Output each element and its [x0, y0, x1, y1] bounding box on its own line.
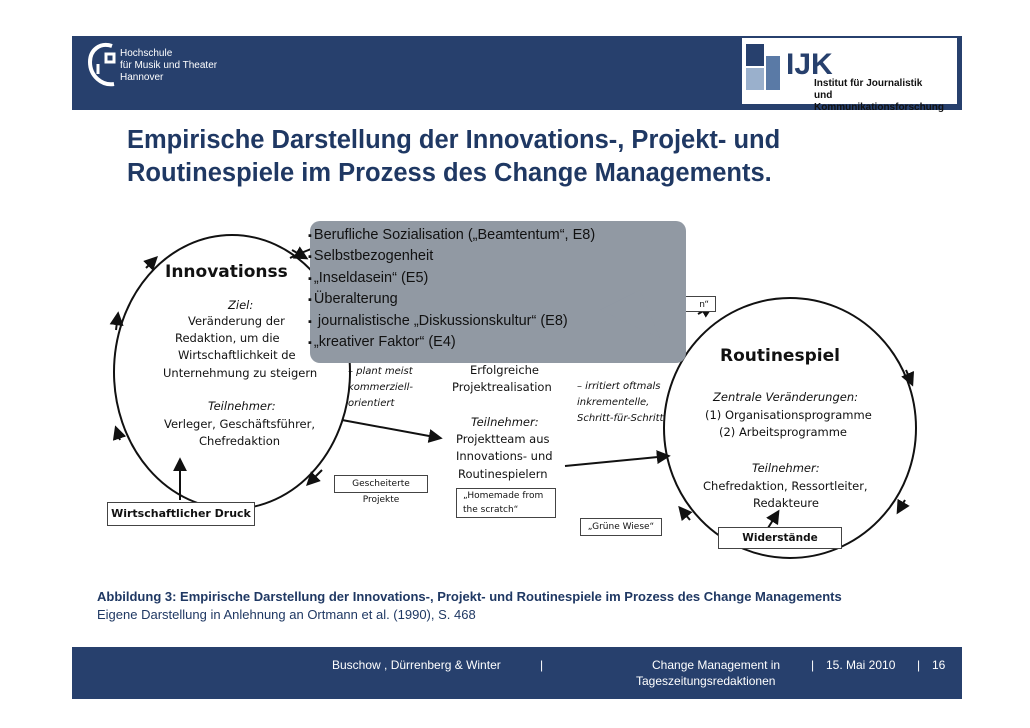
footer-date: 15. Mai 2010 — [826, 658, 896, 672]
callout-pointer — [600, 290, 670, 350]
project-center-line-1: Erfolgreiche — [470, 363, 540, 377]
innovation-goal-line-4: Unternehmung zu steigern — [163, 366, 318, 380]
circle-arrow-left-2 — [146, 258, 156, 268]
project-right-note-3: Schritt-für-Schritt — [577, 413, 664, 424]
routine-change-2: (2) Arbeitsprogramme — [719, 425, 847, 439]
ijk-mark: IJK — [786, 48, 833, 81]
innovation-participants-line-2: Chefredaktion — [199, 434, 281, 448]
project-center-line-2: Projektrealisation — [452, 380, 552, 394]
circle-arrow-left-5 — [116, 428, 120, 440]
routine-change-1: (1) Organisationsprogramme — [705, 408, 872, 422]
box-failed-projects: Gescheiterte Projekte — [334, 475, 428, 493]
title-line-1: Empirische Darstellung der Innovations-, Projekt- und — [127, 126, 781, 154]
footer-authors: Buschow , Dürrenberg & Winter — [332, 658, 501, 672]
circle-arrow-left-1 — [116, 314, 118, 330]
ijk-line-1: Institut für Journalistik — [814, 78, 923, 89]
routine-changes-label: Zentrale Veränderungen: — [713, 390, 859, 404]
innovation-participants-label: Teilnehmer: — [208, 399, 276, 413]
logo-line-2: für Musik und Theater — [120, 60, 218, 71]
routine-participants-line-2: Redakteure — [753, 496, 819, 510]
footer-separator-1: | — [540, 658, 544, 672]
circle-arrow-left-4 — [308, 470, 322, 484]
project-side-note-1: – plant meist — [348, 366, 413, 377]
footer-topic-line-1: Change Management in — [652, 658, 781, 672]
footer-band — [72, 647, 962, 699]
footer-topic-line-2: Tageszeitungsredaktionen — [636, 674, 776, 688]
routine-heading: Routinespiel — [720, 346, 840, 366]
innovation-goal-line-2: Redaktion, um die — [175, 331, 280, 345]
box-homemade-line-2: the scratch“ — [463, 505, 519, 515]
callout-item-5: ▪ journalistische „Diskussionskultur“ (E8) — [308, 311, 595, 332]
innovation-goal-line-1: Veränderung der — [188, 314, 285, 328]
box-economic-pressure: Wirtschaftlicher Druck — [107, 502, 255, 526]
routine-participants-label: Teilnehmer: — [752, 461, 820, 475]
circle-arrow-right-4 — [680, 508, 690, 520]
arrow-to-project — [342, 420, 440, 438]
title-line-2: Routinespiele im Prozess des Change Managements. — [127, 159, 772, 187]
innovation-heading: Innovationss — [165, 262, 288, 282]
box-partial: n“ — [640, 296, 716, 312]
callout-item-3: ▪ „Inseldasein“ (E5) — [308, 268, 595, 289]
circle-arrow-right-3 — [898, 500, 905, 512]
figure-source: Eigene Darstellung in Anlehnung an Ortmann et al. (1990), S. 468 — [97, 607, 476, 622]
callout-item-4: ▪ Überalterung — [308, 289, 595, 310]
footer-page-number: 16 — [932, 658, 946, 672]
callout-item-6: ▪ „kreativer Faktor“ (E4) — [308, 332, 595, 353]
project-side-note-2: kommerziell- — [348, 382, 413, 393]
footer-separator-2: | — [811, 658, 815, 672]
logo-line-3: Hannover — [120, 72, 164, 83]
project-participants-line-1: Projektteam aus — [456, 432, 550, 446]
project-side-note-3: orientiert — [348, 398, 395, 409]
project-participants-label: Teilnehmer: — [471, 415, 539, 429]
box-resistance: Widerstände — [718, 527, 842, 549]
project-right-note-1: – irritiert oftmals — [577, 381, 661, 392]
project-participants-line-2: Innovations- und — [456, 449, 553, 463]
innovation-goal-label: Ziel: — [228, 298, 254, 312]
box-homemade-line-1: „Homemade from — [463, 491, 544, 501]
footer-separator-3: | — [917, 658, 921, 672]
box-homemade — [456, 488, 556, 518]
arrow-to-routine — [565, 456, 668, 466]
innovation-participants-line-1: Verleger, Geschäftsführer, — [164, 417, 316, 431]
figure-caption: Abbildung 3: Empirische Darstellung der Innovations-, Projekt- und Routinespiele im Prozess des Change Managements — [97, 589, 842, 604]
project-participants-line-3: Routinespielern — [458, 467, 548, 481]
callout-item-2: ▪ Selbstbezogenheit — [308, 246, 595, 267]
logo-line-1: Hochschule — [120, 48, 173, 59]
resistance-arrow — [768, 512, 778, 528]
project-right-note-2: inkrementelle, — [577, 397, 650, 408]
box-green-field: „Grüne Wiese“ — [580, 518, 662, 536]
ijk-line-2: und Kommunikationsforschung — [814, 90, 945, 113]
routine-participants-line-1: Chefredaktion, Ressortleiter, — [703, 479, 868, 493]
innovation-goal-line-3: Wirtschaftlichkeit de — [178, 348, 296, 362]
callout-item-1: ▪ Berufliche Sozialisation („Beamtentum“, E8) — [308, 225, 595, 246]
callout-list — [308, 225, 595, 353]
